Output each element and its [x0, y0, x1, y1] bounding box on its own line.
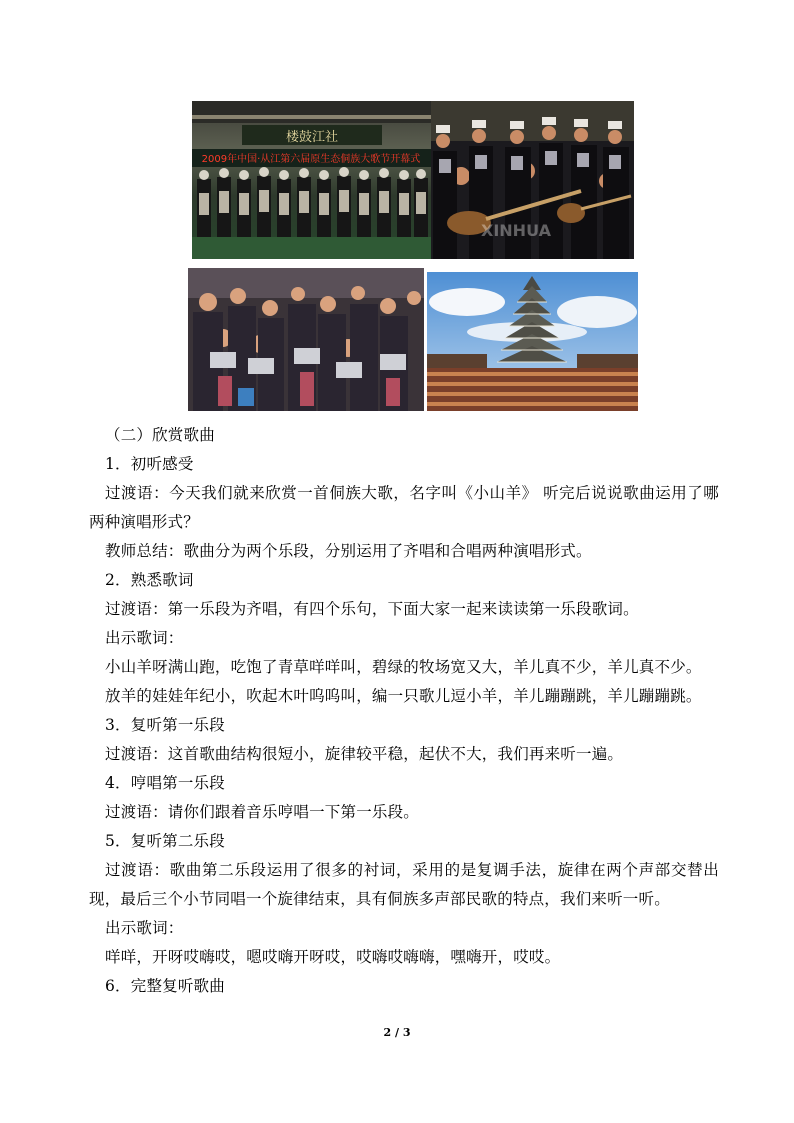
step-3-heading: 3．复听第一乐段 — [105, 716, 225, 734]
transition-1-line-a: 过渡语：今天我们就来欣赏一首侗族大歌，名字叫《小山羊》 听完后说说歌曲运用了哪 — [105, 484, 719, 502]
page-number: 2 / 3 — [383, 1026, 411, 1039]
transition-3: 过渡语：这首歌曲结构很短小，旋律较平稳，起伏不大，我们再来听一遍。 — [105, 745, 624, 763]
photo-stage-performance — [192, 101, 431, 259]
step-4-heading: 4．哼唱第一乐段 — [105, 774, 225, 792]
teacher-summary: 教师总结：歌曲分为两个乐段，分别运用了齐唱和合唱两种演唱形式。 — [105, 542, 592, 560]
lyrics-label-2: 出示歌词： — [105, 919, 184, 937]
banner-main-text: 2009年中国·从江第六届原生态侗族大歌节开幕式 — [201, 154, 421, 165]
transition-2: 过渡语：第一乐段为齐唱，有四个乐句，下面大家一起来读读第一乐段歌词。 — [105, 600, 639, 618]
step-2-heading: 2．熟悉歌词 — [105, 571, 194, 589]
section-title: （二）欣赏歌曲 — [105, 426, 215, 444]
photo-drum-tower — [427, 272, 638, 411]
photo-singers-instruments — [431, 101, 634, 259]
photo-children-choir — [188, 268, 424, 411]
lyrics-1-line-a: 小山羊呀满山跑，吃饱了青草咩咩叫，碧绿的牧场宽又大，羊儿真不少，羊儿真不少。 — [105, 658, 702, 676]
step-5-heading: 5．复听第二乐段 — [105, 832, 225, 850]
step-6-heading: 6．完整复听歌曲 — [105, 977, 225, 995]
transition-5-line-b: 现，最后三个小节同唱一个旋律结束，具有侗族多声部民歌的特点，我们来听一听。 — [89, 890, 670, 908]
transition-5-line-a: 过渡语：歌曲第二乐段运用了很多的衬词，采用的是复调手法，旋律在两个声部交替出 — [105, 861, 719, 879]
watermark-text: XINHUA — [481, 221, 551, 240]
lyrics-2: 咩咩，开呀哎嗨哎，嗯哎嗨开呀哎，哎嗨哎嗨嗨，嘿嗨开，哎哎。 — [105, 948, 561, 966]
step-1-heading: 1．初听感受 — [105, 455, 194, 473]
banner-top-text: 楼鼓江社 — [285, 130, 339, 145]
lyrics-label-1: 出示歌词： — [105, 629, 184, 647]
transition-1-line-b: 两种演唱形式？ — [89, 513, 199, 531]
lyrics-1-line-b: 放羊的娃娃年纪小，吹起木叶呜呜叫，编一只歌儿逗小羊，羊儿蹦蹦跳，羊儿蹦蹦跳。 — [105, 687, 702, 705]
transition-4: 过渡语：请你们跟着音乐哼唱一下第一乐段。 — [105, 803, 420, 821]
